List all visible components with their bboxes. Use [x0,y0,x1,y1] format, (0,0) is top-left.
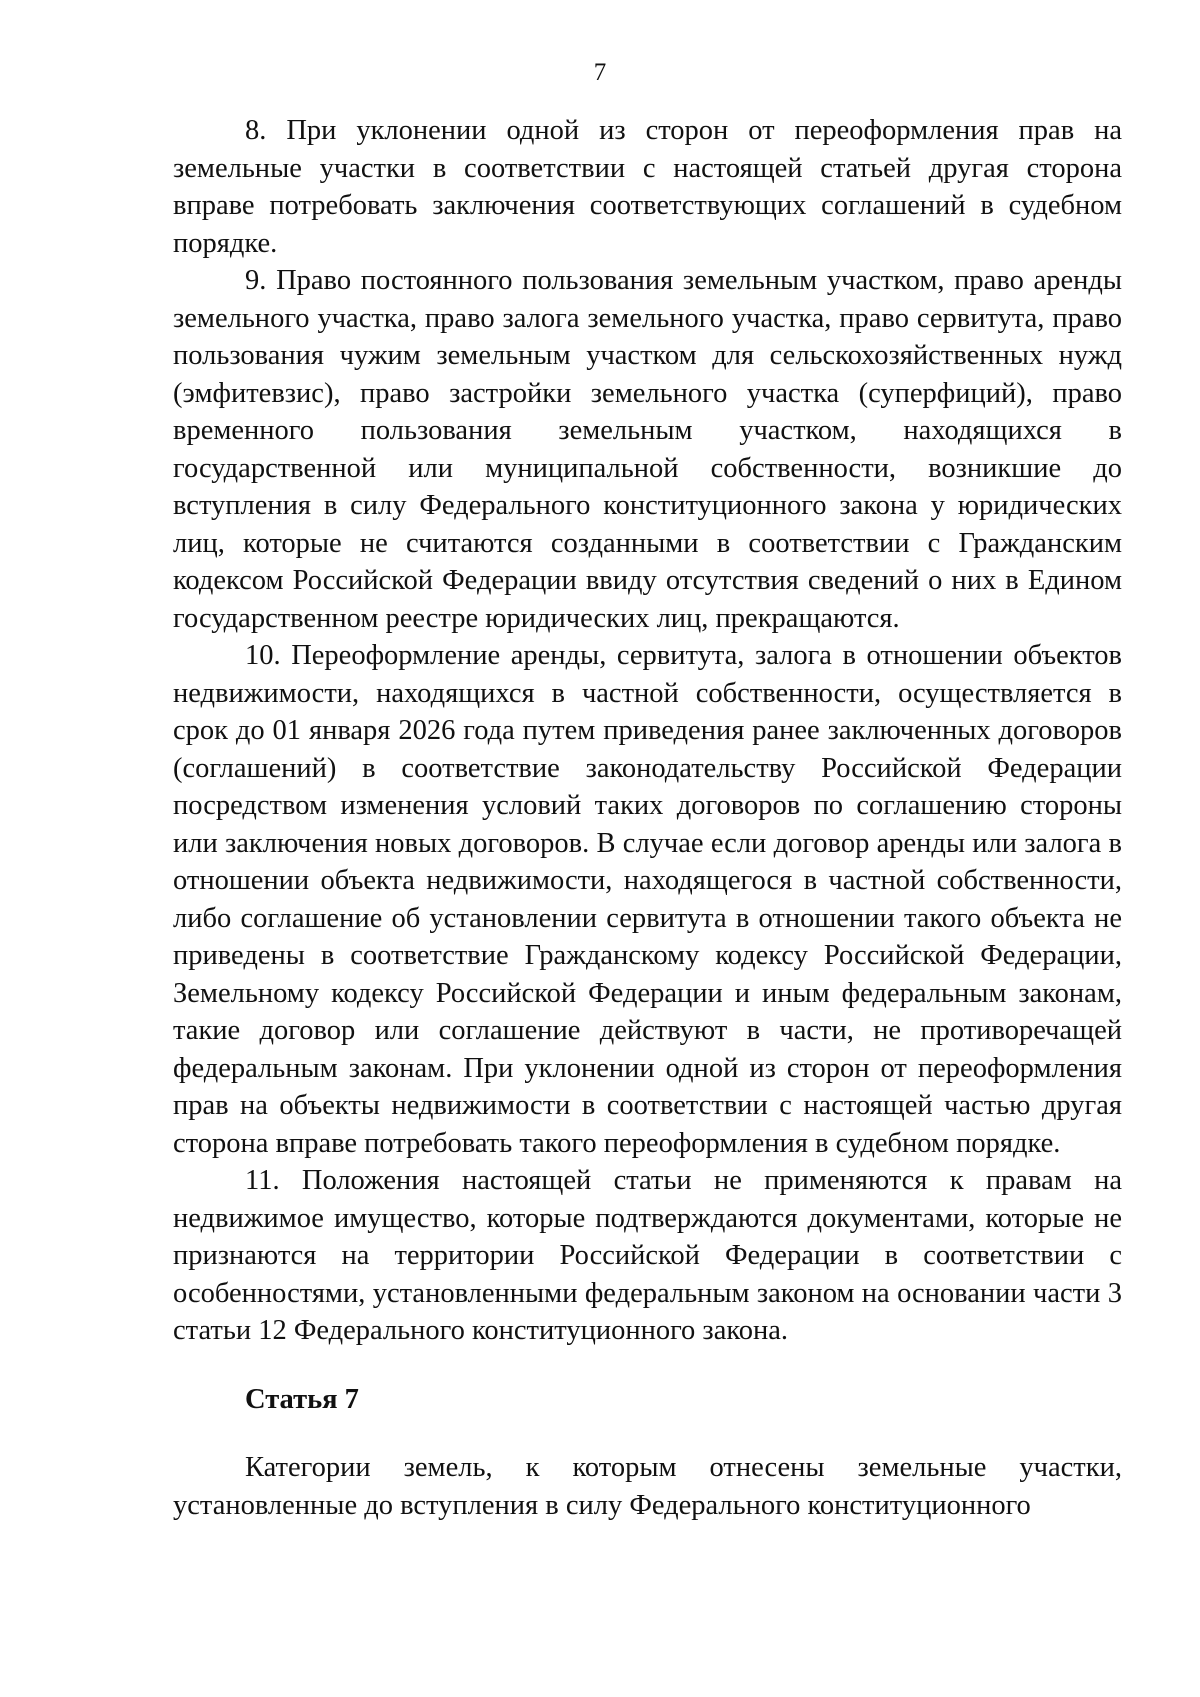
paragraph-9: 9. Право постоянного пользования земельным участком, право аренды земельного участка, право залога земельного участка, право сервитута, право пользования чужим земельным участком для сельскохозяйственных нужд (эмфитевзис), право застройки земельного участка (суперфиций), право временного пользования земельным участком, находящихся в государственной или муниципальной собственности, возникшие до вступления в силу Федерального конституционного закона у юридических лиц, которые не считаются созданными в соответствии с Гражданским кодексом Российской Федерации ввиду отсутствия сведений о них в Едином государственном реестре юридических лиц, прекращаются. [173,265,1122,634]
paragraph-10: 10. Переоформление аренды, сервитута, залога в отношении объектов недвижимости, находящихся в частной собственности, осуществляется в срок до 01 января 2026 года путем приведения ранее заключенных договоров (соглашений) в соответствие законодательству Российской Федерации посредством изменения условий таких договоров по соглашению стороны или заключения новых договоров. В случае если договор аренды или залога в отношении объекта недвижимости, находящегося в частной собственности, либо соглашение об установлении сервитута в отношении такого объекта не приведены в соответствие Гражданскому кодексу Российской Федерации, Земельному кодексу Российской Федерации и иным федеральным законам, такие договор или соглашение действуют в части, не противоречащей федеральным законам. При уклонении одной из сторон от переоформления прав на объекты недвижимости в соответствии с настоящей частью другая сторона вправе потребовать такого переоформления в судебном порядке. [173,640,1122,1159]
page-number: 7 [593,59,607,86]
paragraph-11: 11. Положения настоящей статьи не применяются к правам на недвижимое имущество, которые подтверждаются документами, которые не признаются на территории Российской Федерации в соответствии с особенностями, установленными федеральным законом на основании части 3 статьи 12 Федерального конституционного закона. [173,1165,1122,1346]
document-body [173,112,1122,1524]
article-7-paragraph: Категории земель, к которым отнесены земельные участки, установленные до вступления в силу Федерального конституционного [173,1452,1122,1521]
paragraph-8: 8. При уклонении одной из сторон от переоформления прав на земельные участки в соответствии с настоящей статьей другая сторона вправе потребовать заключения соответствующих соглашений в судебном порядке. [173,115,1122,259]
article-heading: Статья 7 [245,1383,359,1415]
